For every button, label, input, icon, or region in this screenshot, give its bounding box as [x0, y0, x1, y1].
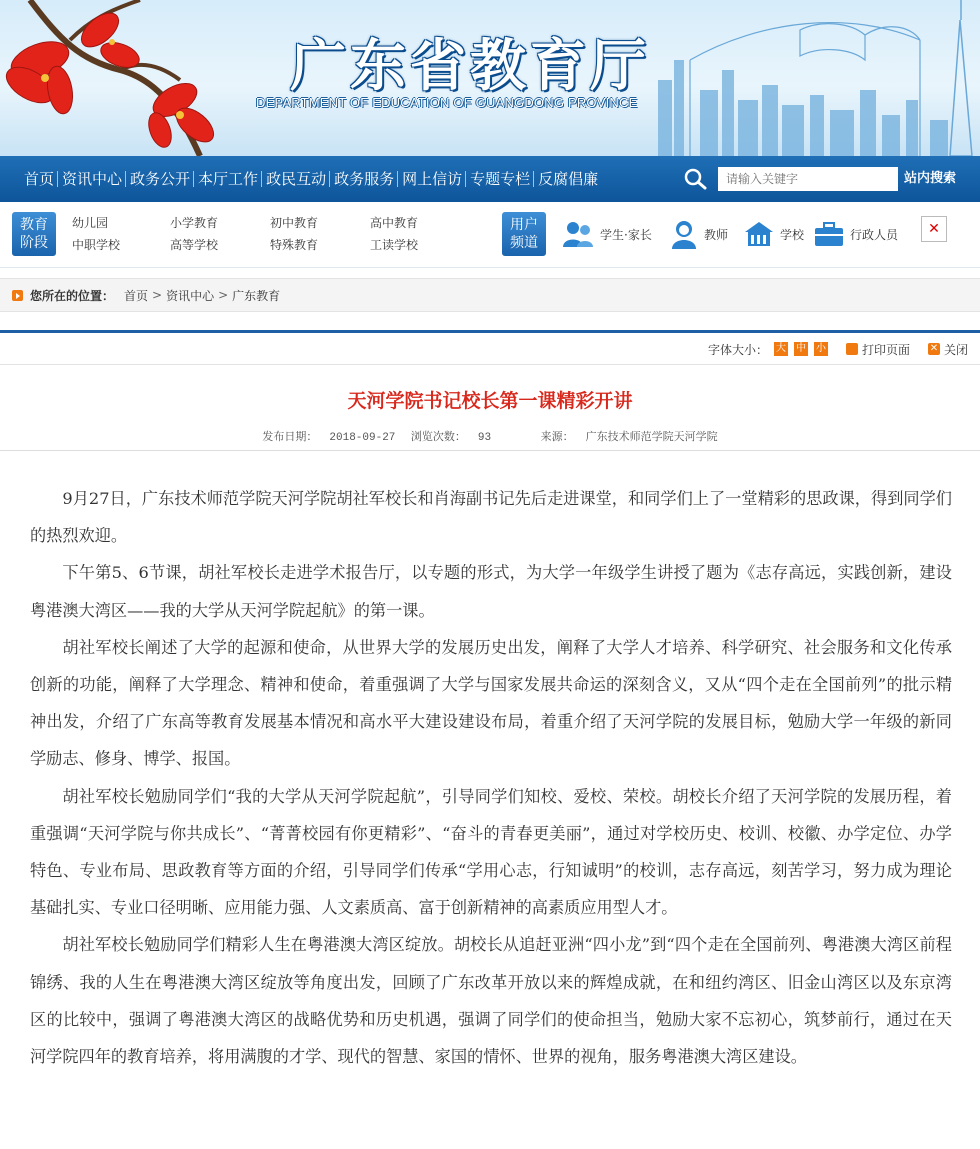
- nav-item-anticorruption[interactable]: 反腐倡廉: [534, 156, 602, 202]
- font-size-small-button[interactable]: 小: [815, 343, 826, 354]
- badge-line: 教育: [20, 217, 48, 233]
- user-channel-label: 行政人员: [850, 227, 899, 242]
- kapok-flower-decoration: [0, 0, 240, 156]
- main-nav: [0, 156, 980, 202]
- tools-divider: [0, 364, 980, 365]
- article-paragraph: 9月27日，广东技术师范学院天河学院胡社军校长和肖海副书记先后走进课堂，和同学们上了一堂精彩的思政课，得到同学们的热烈欢迎。: [30, 489, 952, 546]
- students-icon: [562, 220, 594, 248]
- nav-menu: [20, 156, 602, 202]
- user-channel-admin[interactable]: [814, 218, 898, 250]
- font-size-medium-button[interactable]: 中: [795, 343, 806, 354]
- user-channel-label: 学生·家长: [600, 227, 652, 242]
- badge-line: 阶段: [20, 235, 48, 251]
- breadcrumb-label: 您所在的位置：: [30, 288, 115, 303]
- close-icon[interactable]: ✕: [921, 216, 947, 242]
- breadcrumb-separator: >: [152, 288, 163, 302]
- breadcrumb: [0, 278, 980, 312]
- user-channel-label: 教师: [704, 227, 729, 242]
- nav-item-news[interactable]: 资讯中心: [58, 156, 126, 202]
- user-channel-student-parent[interactable]: [562, 218, 652, 250]
- publish-date-label: 发布日期：: [262, 430, 318, 443]
- nav-item-services[interactable]: 政务服务: [330, 156, 398, 202]
- site-title: 广东省教育厅: [290, 34, 650, 99]
- stage-link-primary[interactable]: 小学教育: [170, 216, 219, 230]
- badge-line: 频道: [510, 235, 538, 251]
- stage-link-kindergarten[interactable]: 幼儿园: [72, 216, 109, 230]
- article-title: 天河学院书记校长第一课精彩开讲: [347, 390, 633, 412]
- user-channel-teacher[interactable]: [670, 218, 728, 250]
- source-label: 来源：: [540, 430, 574, 443]
- meta-divider: [0, 450, 980, 451]
- nav-item-petition[interactable]: 网上信访: [398, 156, 466, 202]
- school-building-icon: [744, 220, 774, 248]
- nav-item-gov-affairs[interactable]: 政务公开: [126, 156, 194, 202]
- stage-link-vocational[interactable]: 中职学校: [72, 238, 121, 252]
- nav-item-home[interactable]: 首页: [24, 170, 55, 188]
- search-icon[interactable]: [684, 168, 708, 190]
- article-body: [30, 480, 952, 1075]
- font-size-large-button[interactable]: 大: [775, 343, 786, 354]
- stage-link-junior-high[interactable]: 初中教育: [270, 216, 319, 230]
- publish-date: 2018-09-27: [329, 432, 396, 444]
- user-channel-school[interactable]: [744, 218, 804, 250]
- section-divider: [0, 330, 980, 333]
- briefcase-icon: [814, 221, 844, 247]
- nav-item-interaction[interactable]: 政民互动: [262, 156, 330, 202]
- article-paragraph: 胡社军校长勉励同学们精彩人生在粤港澳大湾区绽放。胡校长从追赶亚洲“四小龙”到“四个走在全国前列、粤港澳大湾区前程锦绣、我的人生在粤港澳大湾区绽放等角度出发，回顾了广东改革开放以来的辉煌成就，在和纽约湾区、旧金山湾区以及东京湾区的比较中，强调了粤港澳大湾区的战略优势和历史机遇，强调了同学们的使命担当，勉励大家不忘初心，筑梦前行，通过在天河学院四年的教育培养，将用满腹的才学、现代的智慧、家国的情怀、世界的视角，服务粤港澳大湾区建设。: [30, 935, 952, 1067]
- article-paragraph: 下午第5、6节课，胡社军校长走进学术报告厅，以专题的形式，为大学一年级学生讲授了题为《志存高远，实践创新，建设粤港澳大湾区——我的大学从天河学院起航》的第一课。: [30, 563, 952, 620]
- site-subtitle: DEPARTMENT OF EDUCATION OF GUANGDONG PROVINCE: [256, 95, 638, 110]
- city-skyline-decoration: [650, 0, 980, 156]
- breadcrumb-news[interactable]: 资讯中心: [166, 288, 215, 303]
- site-banner: [0, 0, 980, 156]
- user-channel-label: 学校: [780, 227, 805, 242]
- print-icon: [846, 343, 858, 355]
- breadcrumb-home[interactable]: 首页: [124, 288, 149, 303]
- nav-item-topics[interactable]: 专题专栏: [466, 156, 534, 202]
- view-count: 93: [477, 432, 492, 444]
- print-page-button[interactable]: 打印页面: [861, 342, 910, 357]
- site-search-button[interactable]: 站内搜索: [904, 171, 957, 186]
- article-source: 广东技术师范学院天河学院: [585, 430, 718, 443]
- article-paragraph: 胡社军校长阐述了大学的起源和使命，从世界大学的发展历史出发，阐释了大学人才培养、科学研究、社会服务和文化传承创新的功能，阐释了大学理念、精神和使命，着重强调了大学与国家发展共命运的深刻含义，又从“四个走在全国前列”的批示精神出发，介绍了广东高等教育发展基本情况和高水平大建设建设布局，着重介绍了天河学院的发展目标，勉励大学一年级的新同学励志、修身、博学、报国。: [30, 637, 953, 769]
- article-meta: [0, 428, 980, 444]
- article-paragraph: 胡社军校长勉励同学们“我的大学从天河学院起航”，引导同学们知校、爱校、荣校。胡校长介绍了天河学院的发展历程，着重强调“天河学院与你共成长”、“菁菁校园有你更精彩”、“奋斗的青春更美丽”，通过对学校历史、校训、校徽、办学定位、办学特色、专业布局、思政教育等方面的介绍，引导同学们传承“学用心志，行知诚明”的校训，志存高远，刻苦学习，努力成为理论基础扎实、专业口径明晰、应用能力强、人文素质高、富于创新精神的高素质应用型人才。: [30, 786, 952, 918]
- close-page-button[interactable]: 关闭: [943, 342, 968, 357]
- font-size-label: 字体大小：: [707, 342, 768, 357]
- badge-line: 用户: [510, 217, 538, 233]
- teacher-icon: [670, 219, 698, 249]
- search-input[interactable]: [718, 167, 898, 191]
- close-icon: ✕: [929, 343, 939, 354]
- category-band: [0, 202, 980, 268]
- location-arrow-icon: [12, 290, 23, 301]
- stage-link-special-ed[interactable]: 特殊教育: [270, 238, 319, 252]
- stage-link-senior-high[interactable]: 高中教育: [370, 216, 419, 230]
- views-label: 浏览次数：: [410, 430, 466, 443]
- breadcrumb-gd-education[interactable]: 广东教育: [232, 288, 281, 303]
- stage-link-higher-ed[interactable]: 高等学校: [170, 238, 219, 252]
- nav-item-dept-work[interactable]: 本厅工作: [194, 156, 262, 202]
- education-stage-badge: [12, 212, 56, 256]
- stage-link-reform-school[interactable]: 工读学校: [370, 238, 419, 252]
- article-tools: [708, 340, 968, 358]
- user-channel-badge: [502, 212, 546, 256]
- breadcrumb-separator: >: [218, 288, 229, 302]
